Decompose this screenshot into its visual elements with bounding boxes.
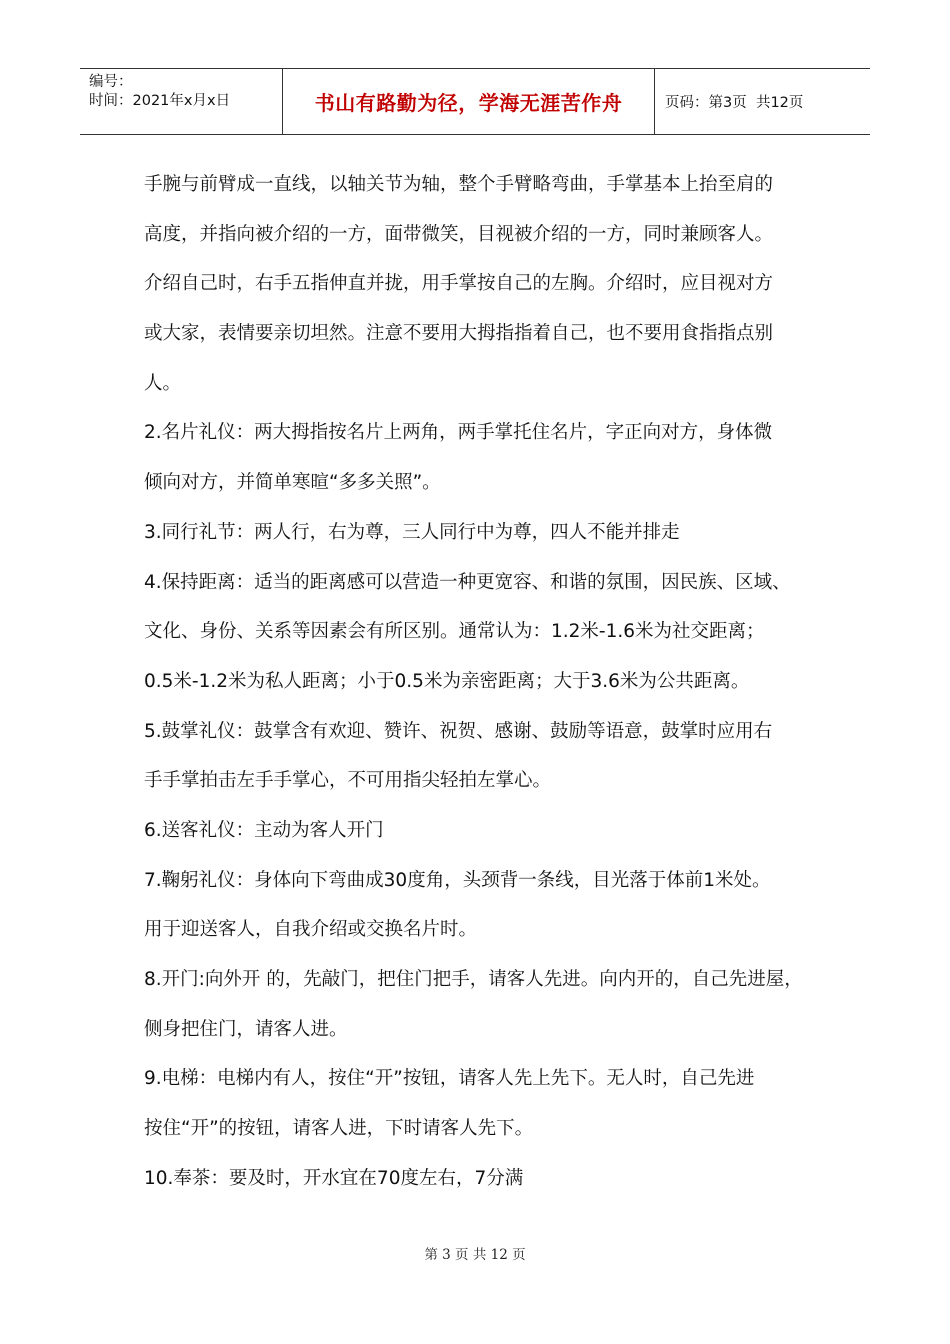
body-line: 按住“开”的按钮，请客人进，下时请客人先下。 <box>144 1118 534 1140</box>
body-line: 高度，并指向被介绍的一方，面带微笑，目视被介绍的一方，同时兼顾客人。 <box>144 223 774 245</box>
header-motto: 书山有路勤为径，学海无涯苦作舟 <box>283 69 655 134</box>
body-line: 侧身把住门，请客人进。 <box>144 1018 348 1040</box>
document-header <box>80 68 870 135</box>
body-line: 或大家，表情要亲切坦然。注意不要用大拇指指着自己，也不要用食指指点别 <box>144 323 774 345</box>
document-time-label: 时间：2021年x月x日 <box>89 93 231 109</box>
body-line: 4.保持距离：适当的距离感可以营造一种更宽容、和谐的氛围，因民族、区域、 <box>144 571 791 593</box>
body-line: 7.鞠躬礼仪：身体向下弯曲成30度角，头颈背一条线，目光落于体前1米处。 <box>144 869 771 891</box>
document-body <box>144 160 816 1203</box>
body-line: 手腕与前臂成一直线，以轴关节为轴，整个手臂略弯曲，手掌基本上抬至肩的 <box>144 174 774 195</box>
body-line: 0.5米-1.2米为私人距离；小于0.5米为亲密距离；大于3.6米为公共距离。 <box>144 670 750 692</box>
body-line: 倾向对方，并简单寒暄“多多关照”。 <box>144 472 441 494</box>
document-number-label: 编号： <box>89 74 133 90</box>
header-info-cell <box>80 69 283 134</box>
body-line: 用于迎送客人，自我介绍或交换名片时。 <box>144 919 478 941</box>
body-line: 文化、身份、关系等因素会有所区别。通常认为：1.2米-1.6米为社交距离； <box>144 621 765 643</box>
body-line: 6.送客礼仪：主动为客人开门 <box>144 819 384 841</box>
body-line: 人。 <box>144 372 182 394</box>
page-footer: 第 3 页 共 12 页 <box>424 1247 526 1263</box>
body-line: 3.同行礼节：两人行，右为尊，三人同行中为尊，四人不能并排走 <box>144 521 680 543</box>
body-line: 手手掌拍击左手手掌心，不可用指尖轻拍左掌心。 <box>144 770 552 792</box>
body-line: 介绍自己时，右手五指伸直并拢，用手掌按自己的左胸。介绍时，应目视对方 <box>144 273 774 295</box>
header-page-code: 页码：第3页 共12页 <box>665 95 804 111</box>
body-line: 10.奉茶：要及时，开水宜在70度左右，7分满 <box>144 1167 524 1189</box>
body-line: 5.鼓掌礼仪：鼓掌含有欢迎、赞许、祝贺、感谢、鼓励等语意，鼓掌时应用右 <box>144 720 773 742</box>
body-line: 9.电梯：电梯内有人，按住“开”按钮，请客人先上先下。无人时，自己先进 <box>144 1068 755 1090</box>
body-line: 2.名片礼仪：两大拇指按名片上两角，两手掌托住名片，字正向对方，身体微 <box>144 422 773 444</box>
body-line: 8.开门:向外开 的，先敲门，把住门把手，请客人先进。向内开的，自己先进屋， <box>144 969 803 990</box>
